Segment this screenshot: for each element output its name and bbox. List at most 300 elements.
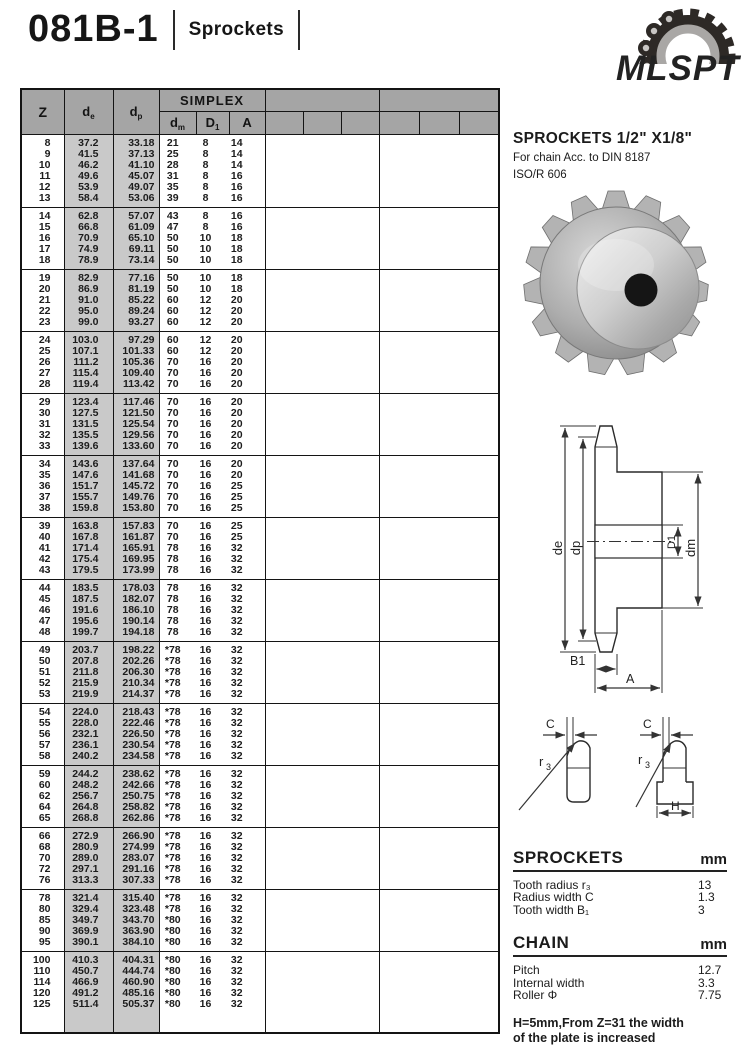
table-cell: 20 (229, 317, 265, 332)
table-cell: 16 (199, 581, 212, 594)
table-cell: 48 (21, 627, 64, 642)
table-cell: 32 (229, 565, 265, 580)
empty-header-group (265, 89, 379, 111)
table-cell: 32 (229, 988, 265, 999)
empty-cell (265, 543, 379, 554)
tooth-profile-diagram (515, 712, 615, 842)
table-cell: 15 (21, 222, 64, 233)
table-row (21, 379, 499, 394)
empty-cell (265, 765, 379, 780)
empty-cell (379, 678, 499, 689)
table-row (21, 160, 499, 171)
dim-label-b1: B1 (570, 654, 586, 668)
empty-cell (265, 751, 379, 766)
table-cell: 22 (21, 306, 64, 317)
table-row (21, 802, 499, 813)
table-cell: 16 (199, 406, 212, 419)
empty-cell (265, 492, 379, 503)
table-row (21, 813, 499, 828)
table-cell: 38 (21, 503, 64, 518)
empty-cell (379, 951, 499, 966)
empty-cell (379, 889, 499, 904)
empty-cell (265, 605, 379, 616)
table-cell: *78 (164, 727, 181, 740)
table-cell: 74.9 (64, 244, 113, 255)
table-cell: 16 (229, 222, 265, 233)
table-cell: 16 (199, 862, 212, 875)
table-cell: 16 (199, 789, 212, 802)
table-row (21, 419, 499, 430)
dim-label-c: C (643, 717, 652, 731)
table-cell: 20 (229, 470, 265, 481)
table-cell: 19 (21, 269, 64, 284)
table-cell: 127.5 (64, 408, 113, 419)
col-header-d1: $D_1$ (196, 111, 229, 134)
table-cell: 222.46 (113, 718, 159, 729)
table-cell: 280.9 (64, 842, 113, 853)
table-cell: 8 (202, 158, 209, 171)
empty-cell (379, 244, 499, 255)
sprockets-spec-section (513, 848, 727, 916)
table-cell: 129.56 (113, 430, 159, 441)
table-cell: 258.82 (113, 802, 159, 813)
empty-cell (265, 977, 379, 988)
table-cell: 321.4 (64, 889, 113, 904)
table-cell: *78 (164, 829, 181, 842)
table-cell: 18 (229, 255, 265, 270)
table-cell: 57 (21, 740, 64, 751)
table-cell: 35 (21, 470, 64, 481)
table-cell: 33 (21, 441, 64, 456)
table-row (21, 368, 499, 379)
empty-cell (265, 193, 379, 208)
table-cell: 26 (21, 357, 64, 368)
empty-cell (265, 284, 379, 295)
empty-cell (265, 357, 379, 368)
empty-cell (265, 317, 379, 332)
table-cell: 57.07 (113, 207, 159, 222)
table-row (21, 408, 499, 419)
table-cell: 37.2 (64, 134, 113, 149)
empty-cell (265, 667, 379, 678)
table-cell: 51 (21, 667, 64, 678)
product-subtitle-2: ISO/R 606 (513, 169, 567, 181)
table-cell: 244.2 (64, 765, 113, 780)
table-cell: 119.4 (64, 379, 113, 394)
table-cell: 60 (166, 333, 179, 346)
table-cell: 9 (21, 149, 64, 160)
empty-cell (379, 594, 499, 605)
dim-label-h: H (671, 799, 680, 813)
table-row (21, 889, 499, 904)
empty-cell (379, 455, 499, 470)
table-row (21, 926, 499, 937)
sprockets-spec-title: SPROCKETS (513, 848, 624, 867)
table-cell: 16 (199, 705, 212, 718)
table-cell: 50 (166, 231, 179, 244)
table-cell: 78 (166, 603, 179, 616)
table-cell: 103.0 (64, 331, 113, 346)
table-cell: 70 (166, 530, 179, 543)
empty-cell (379, 255, 499, 270)
table-cell: 460.90 (113, 977, 159, 988)
table-row (21, 729, 499, 740)
table-cell: *78 (164, 643, 181, 656)
table-cell: 28 (166, 158, 179, 171)
table-cell: 70 (166, 417, 179, 430)
col-header-dm: $d_m$ (159, 111, 196, 134)
table-cell: 95 (21, 937, 64, 952)
table-cell: 242.66 (113, 780, 159, 791)
table-cell: 13 (21, 193, 64, 208)
empty-cell (379, 740, 499, 751)
table-cell: 16 (199, 767, 212, 780)
table-cell: 16 (199, 643, 212, 656)
table-cell: *78 (164, 654, 181, 667)
empty-cell (379, 751, 499, 766)
table-cell: 149.76 (113, 492, 159, 503)
empty-cell (265, 149, 379, 160)
product-title: SPROCKETS 1/2" X1/8" (513, 130, 693, 147)
table-cell: 485.16 (113, 988, 159, 999)
table-cell: 37.13 (113, 149, 159, 160)
table-cell: 32 (229, 751, 265, 766)
table-cell: 34 (21, 455, 64, 470)
table-cell: 32 (229, 627, 265, 642)
table-cell: 62 (21, 791, 64, 802)
table-cell: 59 (21, 765, 64, 780)
table-group (21, 517, 499, 579)
empty-cell (265, 889, 379, 904)
table-cell: 78 (166, 552, 179, 565)
table-group (21, 269, 499, 331)
table-cell: 16 (199, 439, 212, 452)
sprockets-spec-header (513, 848, 727, 872)
table-row (21, 543, 499, 554)
table-cell: 16 (199, 665, 212, 678)
chain-spec-section (513, 933, 727, 1001)
table-cell: 18 (229, 233, 265, 244)
table-row (21, 667, 499, 678)
table-cell: 25 (229, 492, 265, 503)
empty-cell (265, 233, 379, 244)
empty-cell (379, 565, 499, 580)
table-cell: 232.1 (64, 729, 113, 740)
table-cell: 41.10 (113, 160, 159, 171)
table-cell: 183.5 (64, 579, 113, 594)
table-cell: 69.11 (113, 244, 159, 255)
table-cell: 31 (21, 419, 64, 430)
empty-cell (379, 481, 499, 492)
table-cell: 191.6 (64, 605, 113, 616)
table-cell: 32 (21, 430, 64, 441)
table-row (21, 703, 499, 718)
table-cell: 90 (21, 926, 64, 937)
empty-cell (265, 791, 379, 802)
table-row (21, 853, 499, 864)
table-cell: 50 (166, 271, 179, 284)
empty-cell (265, 134, 379, 149)
table-cell: 16 (199, 592, 212, 605)
table-cell: 11 (21, 171, 64, 182)
table-cell: 97.29 (113, 331, 159, 346)
table-row (21, 579, 499, 594)
table-cell: 32 (229, 554, 265, 565)
empty-header-group (379, 89, 499, 111)
table-cell: 159.8 (64, 503, 113, 518)
empty-cell (379, 554, 499, 565)
empty-cell (265, 689, 379, 704)
table-cell: 32 (229, 966, 265, 977)
product-subtitle-1: For chain Acc. to DIN 8187 (513, 152, 651, 164)
empty-cell (379, 802, 499, 813)
table-cell: 60 (21, 780, 64, 791)
table-cell: 89.24 (113, 306, 159, 317)
empty-cell (379, 689, 499, 704)
empty-cell (379, 269, 499, 284)
table-cell: 32 (229, 765, 265, 780)
table-row (21, 331, 499, 346)
table-cell: 190.14 (113, 616, 159, 627)
table-cell: 16 (199, 935, 212, 948)
dim-label-r3-sub: 3 (546, 762, 552, 772)
table-cell: 32 (229, 740, 265, 751)
empty-cell (265, 926, 379, 937)
table-cell: 141.68 (113, 470, 159, 481)
table-cell: 85 (21, 915, 64, 926)
empty-header-cell (379, 111, 419, 134)
table-cell: 297.1 (64, 864, 113, 875)
empty-cell (265, 331, 379, 346)
empty-cell (379, 317, 499, 332)
table-cell: 32 (229, 926, 265, 937)
empty-cell (265, 678, 379, 689)
table-cell: 25 (229, 517, 265, 532)
table-row (21, 295, 499, 306)
table-group (21, 455, 499, 517)
table-cell: 66 (21, 827, 64, 842)
table-cell: 289.0 (64, 853, 113, 864)
table-cell: 16 (199, 716, 212, 729)
table-cell: 272.9 (64, 827, 113, 842)
table-cell: 155.7 (64, 492, 113, 503)
table-cell: 16 (199, 366, 212, 379)
table-cell: 70 (166, 457, 179, 470)
table-cell: 70 (166, 428, 179, 441)
table-cell: 49 (21, 641, 64, 656)
table-cell: 110 (21, 966, 64, 977)
table-cell: 95.0 (64, 306, 113, 317)
table-cell: 86.9 (64, 284, 113, 295)
table-cell: 323.48 (113, 904, 159, 915)
table-row (21, 441, 499, 456)
empty-cell (379, 149, 499, 160)
empty-cell (379, 207, 499, 222)
table-row (21, 689, 499, 704)
empty-cell (265, 295, 379, 306)
dim-label-de: de (550, 540, 565, 556)
table-cell: 8 (202, 209, 209, 222)
empty-cell (379, 503, 499, 518)
table-cell: 20 (229, 455, 265, 470)
table-cell: 78 (166, 625, 179, 638)
table-row (21, 937, 499, 952)
table-cell: 117.46 (113, 393, 159, 408)
table-group (21, 579, 499, 641)
table-cell: 60 (166, 315, 179, 328)
table-cell: 43 (166, 209, 179, 222)
table-cell: 167.8 (64, 532, 113, 543)
table-cell: 32 (229, 951, 265, 966)
table-cell: 175.4 (64, 554, 113, 565)
table-cell: *78 (164, 778, 181, 791)
table-cell: 61.09 (113, 222, 159, 233)
table-cell: 250.75 (113, 791, 159, 802)
empty-cell (265, 729, 379, 740)
table-row (21, 951, 499, 966)
empty-header-cell (265, 111, 303, 134)
table-cell: 78 (166, 581, 179, 594)
empty-cell (379, 368, 499, 379)
table-row (21, 627, 499, 642)
table-cell: 505.37 (113, 999, 159, 1033)
table-row (21, 594, 499, 605)
empty-cell (265, 627, 379, 642)
table-group (21, 393, 499, 455)
table-cell: 466.9 (64, 977, 113, 988)
empty-cell (265, 703, 379, 718)
table-cell: 215.9 (64, 678, 113, 689)
page-title: 081B-1 (28, 8, 159, 50)
table-cell: 32 (229, 977, 265, 988)
table-cell: *78 (164, 738, 181, 751)
table-cell: 52 (21, 678, 64, 689)
table-cell: 32 (229, 641, 265, 656)
empty-cell (265, 915, 379, 926)
empty-cell (265, 579, 379, 594)
empty-cell (265, 160, 379, 171)
table-cell: 50 (166, 282, 179, 295)
empty-cell (265, 780, 379, 791)
table-cell: 165.91 (113, 543, 159, 554)
table-cell: 73.14 (113, 255, 159, 270)
table-cell: *78 (164, 873, 181, 886)
table-cell: 39 (21, 517, 64, 532)
table-cell: *80 (164, 935, 181, 948)
table-cell: 228.0 (64, 718, 113, 729)
table-row (21, 233, 499, 244)
table-cell: 30 (21, 408, 64, 419)
table-cell: 16 (199, 749, 212, 762)
table-row (21, 255, 499, 270)
table-cell: 70.9 (64, 233, 113, 244)
sprocket-table (20, 88, 500, 1034)
empty-cell (265, 532, 379, 543)
table-cell: 16 (199, 501, 212, 514)
table-cell: 169.95 (113, 554, 159, 565)
empty-cell (265, 966, 379, 977)
table-cell: 240.2 (64, 751, 113, 766)
empty-cell (379, 853, 499, 864)
table-cell: 16 (199, 913, 212, 926)
table-cell: 157.83 (113, 517, 159, 532)
table-cell: 70 (166, 519, 179, 532)
table-cell: 32 (229, 791, 265, 802)
table-cell: 32 (229, 937, 265, 952)
table-row (21, 966, 499, 977)
empty-cell (379, 346, 499, 357)
empty-cell (265, 937, 379, 952)
table-cell: 16 (229, 207, 265, 222)
table-cell: 135.5 (64, 430, 113, 441)
table-cell: 211.8 (64, 667, 113, 678)
table-cell: *78 (164, 891, 181, 904)
table-row (21, 740, 499, 751)
table-cell: 46.2 (64, 160, 113, 171)
table-cell: 16 (199, 530, 212, 543)
table-cell: 32 (229, 904, 265, 915)
table-cell: 178.03 (113, 579, 159, 594)
table-cell: 62.8 (64, 207, 113, 222)
table-cell: 16 (199, 924, 212, 937)
table-cell: 10 (199, 253, 212, 266)
table-cell: 16 (199, 519, 212, 532)
table-cell: 32 (229, 915, 265, 926)
table-cell: 21 (166, 136, 179, 149)
table-cell: 78 (166, 592, 179, 605)
table-row (21, 765, 499, 780)
table-cell: 404.31 (113, 951, 159, 966)
empty-cell (265, 269, 379, 284)
table-row (21, 875, 499, 890)
table-cell: 20 (229, 430, 265, 441)
tooth-profile-step-diagram (636, 712, 748, 842)
table-cell: 54 (21, 703, 64, 718)
table-cell: 343.70 (113, 915, 159, 926)
empty-cell (379, 605, 499, 616)
table-cell: 70 (21, 853, 64, 864)
table-cell: 16 (199, 873, 212, 886)
empty-cell (265, 244, 379, 255)
empty-header-cell (341, 111, 379, 134)
empty-cell (265, 616, 379, 627)
table-cell: 32 (229, 718, 265, 729)
table-cell: 16 (199, 395, 212, 408)
table-cell: 50 (21, 656, 64, 667)
table-cell: 8 (21, 134, 64, 149)
empty-cell (379, 430, 499, 441)
table-cell: 16 (199, 851, 212, 864)
table-cell: 18 (229, 284, 265, 295)
table-group (21, 889, 499, 951)
table-cell: 44 (21, 579, 64, 594)
table-cell: 16 (199, 975, 212, 988)
dim-label-dp: dp (568, 540, 583, 556)
table-cell: 80 (21, 904, 64, 915)
section-diagram (540, 408, 750, 708)
table-cell: 32 (229, 999, 265, 1033)
table-cell: *78 (164, 811, 181, 824)
spec-row: Tooth width B₁ 3 (513, 902, 705, 917)
spec-row: Pitch 12.7 (513, 963, 722, 978)
table-cell: 32 (229, 875, 265, 890)
table-cell: 8 (202, 180, 209, 193)
table-cell: 16 (199, 811, 212, 824)
table-cell: 8 (202, 191, 209, 204)
table-cell: 32 (229, 864, 265, 875)
table-row (21, 678, 499, 689)
chain-spec-header (513, 933, 727, 957)
